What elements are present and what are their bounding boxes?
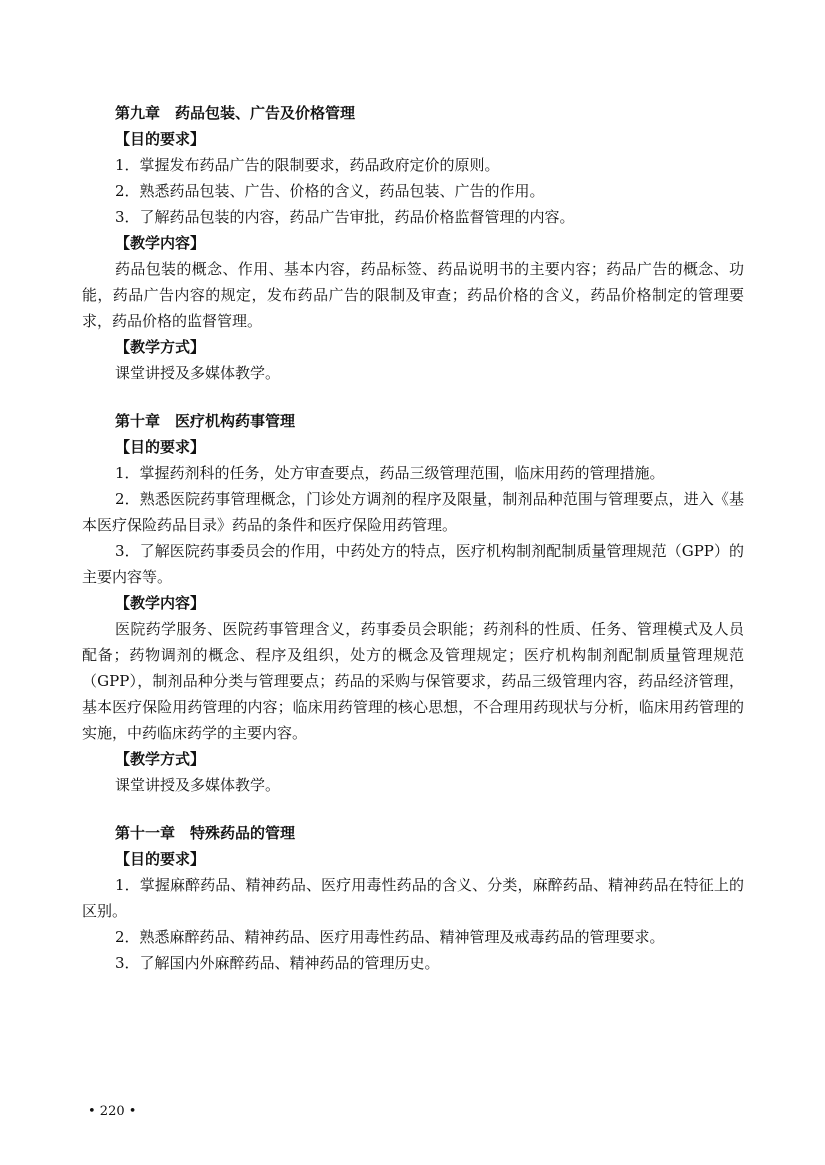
section-header-method: 【教学方式】 [115, 338, 206, 356]
goal-item: 1．掌握麻醉药品、精神药品、医疗用毒性药品的含义、分类，麻醉药品、精神药品在特征上的区别。 [82, 876, 744, 920]
chapter-title: 第十一章 特殊药品的管理 [115, 824, 296, 842]
section-header-goals: 【目的要求】 [115, 850, 206, 868]
content-paragraph: 医院药学服务、医院药事管理含义，药事委员会职能；药剂科的性质、任务、管理模式及人员配备；药物调剂的概念、程序及组织，处方的概念及管理规定；医疗机构制剂配制质量管理规范（GPP），制剂品种分类与管理要点；药品的采购与保管要求，药品三级管理内容，药品经济管理，基本医疗保险用药管理的内容；临床用药管理的核心思想，不合理用药现状与分析，临床用药管理的实施，中药临床药学的主要内容。 [82, 620, 744, 742]
goal-item: 3．了解国内外麻醉药品、精神药品的管理历史。 [115, 954, 440, 972]
goal-item: 2．熟悉药品包装、广告、价格的含义，药品包装、广告的作用。 [115, 182, 545, 200]
goal-item: 3．了解药品包装的内容，药品广告审批，药品价格监督管理的内容。 [115, 208, 575, 226]
chapter-title: 第十章 医疗机构药事管理 [115, 412, 296, 430]
goal-item: 2．熟悉医院药事管理概念，门诊处方调剂的程序及限量，制剂品种范围与管理要点，进入《基本医疗保险药品目录》药品的条件和医疗保险用药管理。 [82, 490, 744, 534]
page-content [82, 100, 744, 976]
section-header-goals: 【目的要求】 [115, 130, 206, 148]
method-paragraph: 课堂讲授及多媒体教学。 [115, 364, 281, 382]
method-paragraph: 课堂讲授及多媒体教学。 [115, 776, 281, 794]
content-paragraph: 药品包装的概念、作用、基本内容，药品标签、药品说明书的主要内容；药品广告的概念、功能，药品广告内容的规定，发布药品广告的限制及审查；药品价格的含义，药品价格制定的管理要求，药品价格的监督管理。 [82, 260, 744, 330]
chapter-10 [82, 408, 744, 798]
section-header-method: 【教学方式】 [115, 750, 206, 768]
goal-item: 1．掌握药剂科的任务，处方审查要点，药品三级管理范围，临床用药的管理措施。 [115, 464, 665, 482]
section-header-content: 【教学内容】 [115, 594, 206, 612]
chapter-9 [82, 100, 744, 386]
page-number: • 220 • [88, 1104, 137, 1119]
goal-item: 1．掌握发布药品广告的限制要求，药品政府定价的原则。 [115, 156, 500, 174]
section-header-content: 【教学内容】 [115, 234, 206, 252]
goal-item: 3．了解医院药事委员会的作用，中药处方的特点，医疗机构制剂配制质量管理规范（GPP）的主要内容等。 [82, 542, 744, 586]
chapter-11 [82, 820, 744, 976]
chapter-title: 第九章 药品包装、广告及价格管理 [115, 104, 356, 122]
goal-item: 2．熟悉麻醉药品、精神药品、医疗用毒性药品、精神管理及戒毒药品的管理要求。 [115, 928, 665, 946]
section-header-goals: 【目的要求】 [115, 438, 206, 456]
